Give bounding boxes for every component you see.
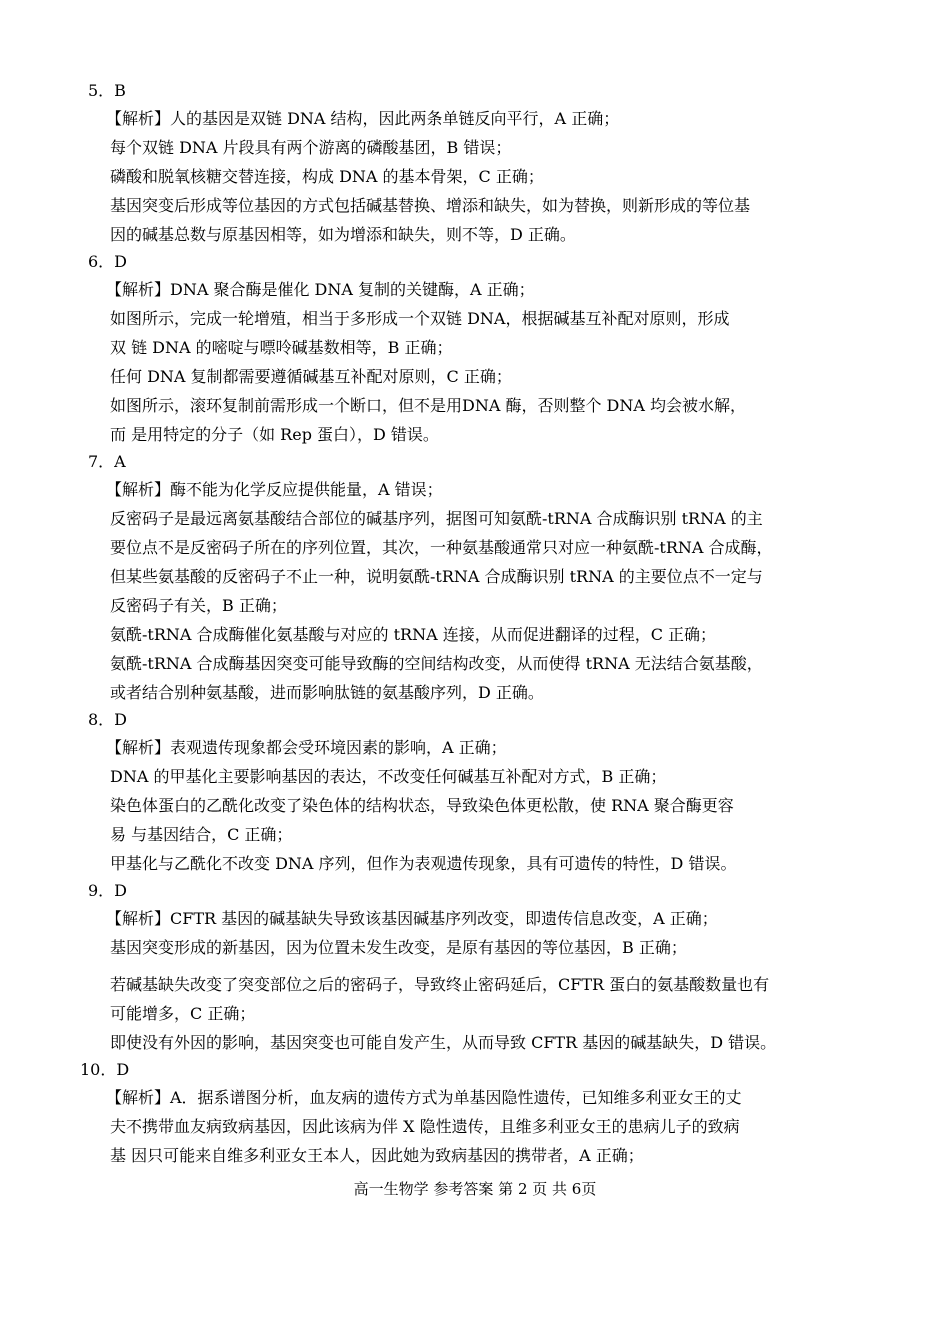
explanation-line: 因的碱基总数与原基因相等，如为增添和缺失，则不等，D 正确。	[110, 225, 576, 244]
explanation-line: 即使没有外因的影响，基因突变也可能自发产生，从而导致 CFTR 基因的碱基缺失，D 错误。	[110, 1033, 777, 1052]
explanation-line: 磷酸和脱氧核糖交替连接，构成 DNA 的基本骨架，C 正确；	[110, 167, 544, 186]
question-block-7	[0, 449, 950, 707]
explanation-line: 如图所示，滚环复制前需形成一个断口，但不是用DNA 酶，否则整个 DNA 均会被水解，	[110, 396, 747, 415]
explanation-line: 可能增多，C 正确；	[110, 1004, 256, 1023]
explanation-line: 【解析】酶不能为化学反应提供能量，A 错误；	[106, 480, 443, 499]
question-block-9	[0, 878, 950, 1057]
explanation-line: 甲基化与乙酰化不改变 DNA 序列，但作为表观遗传现象，具有可遗传的特性，D 错误。	[110, 854, 737, 873]
explanation-line: 【解析】CFTR 基因的碱基缺失导致该基因碱基序列改变，即遗传信息改变，A 正确；	[106, 909, 718, 928]
explanation-line: 双 链 DNA 的嘧啶与嘌呤碱基数相等，B 正确；	[110, 338, 453, 357]
question-block-10	[0, 1057, 950, 1170]
explanation-line: 但某些氨基酸的反密码子不止一种，说明氨酰-tRNA 合成酶识别 tRNA 的主要位点不一定与	[110, 567, 763, 586]
explanation-line: 要位点不是反密码子所在的序列位置，其次，一种氨基酸通常只对应一种氨酰-tRNA 合成酶，	[110, 538, 773, 557]
question-number: 10．D	[80, 1060, 130, 1079]
explanation-line: 氨酰-tRNA 合成酶基因突变可能导致酶的空间结构改变，从而使得 tRNA 无法结合氨基酸，	[110, 654, 763, 673]
question-block-8	[0, 707, 950, 878]
question-number: 8．D	[88, 710, 128, 729]
explanation-line: 【解析】表观遗传现象都会受环境因素的影响，A 正确；	[106, 738, 507, 757]
question-number: 5．B	[88, 81, 126, 100]
page-footer: 高一生物学 参考答案 第 2 页 共 6页	[353, 1180, 597, 1198]
explanation-line: 基因突变后形成等位基因的方式包括碱基替换、增添和缺失，如为替换，则新形成的等位基	[110, 196, 751, 215]
question-number: 7．A	[88, 452, 126, 471]
explanation-line: 反密码子有关，B 正确；	[110, 596, 287, 615]
explanation-line: 氨酰-tRNA 合成酶催化氨基酸与对应的 tRNA 连接，从而促进翻译的过程，C 正确；	[110, 625, 717, 644]
explanation-line: 或者结合别种氨基酸，进而影响肽链的氨基酸序列，D 正确。	[110, 683, 544, 702]
explanation-line: 染色体蛋白的乙酰化改变了染色体的结构状态，导致染色体更松散，使 RNA 聚合酶更容	[110, 796, 734, 815]
explanation-line: 基因突变形成的新基因，因为位置未发生改变，是原有基因的等位基因，B 正确；	[110, 938, 687, 957]
explanation-line: 易 与基因结合，C 正确；	[110, 825, 293, 844]
explanation-line: 每个双链 DNA 片段具有两个游离的磷酸基团，B 错误；	[110, 138, 512, 157]
explanation-line: 任何 DNA 复制都需要遵循碱基互补配对原则，C 正确；	[110, 367, 512, 386]
question-block-6	[0, 249, 950, 449]
explanation-line: DNA 的甲基化主要影响基因的表达，不改变任何碱基互补配对方式，B 正确；	[110, 767, 667, 786]
explanation-line: 如图所示，完成一轮增殖，相当于多形成一个双链 DNA，根据碱基互补配对原则，形成	[110, 309, 730, 328]
explanation-line: 而 是用特定的分子（如 Rep 蛋白），D 错误。	[110, 425, 439, 444]
explanation-line: 【解析】DNA 聚合酶是催化 DNA 复制的关键酶，A 正确；	[106, 280, 535, 299]
explanation-line: 基 因只可能来自维多利亚女王本人，因此她为致病基因的携带者，A 正确；	[110, 1146, 644, 1165]
explanation-line: 反密码子是最远离氨基酸结合部位的碱基序列，据图可知氨酰-tRNA 合成酶识别 tRNA 的主	[110, 509, 763, 528]
answer-page	[0, 78, 950, 1170]
question-block-5	[0, 78, 950, 249]
question-number: 6．D	[88, 252, 128, 271]
explanation-line: 【解析】A．据系谱图分析，血友病的遗传方式为单基因隐性遗传，已知维多利亚女王的丈	[106, 1088, 742, 1107]
explanation-line: 【解析】人的基因是双链 DNA 结构，因此两条单链反向平行，A 正确；	[106, 109, 620, 128]
explanation-line: 若碱基缺失改变了突变部位之后的密码子，导致终止密码延后，CFTR 蛋白的氨基酸数量也有	[110, 975, 770, 994]
explanation-line: 夫不携带血友病致病基因，因此该病为伴 X 隐性遗传，且维多利亚女王的患病儿子的致病	[110, 1117, 740, 1136]
question-number: 9．D	[88, 881, 128, 900]
